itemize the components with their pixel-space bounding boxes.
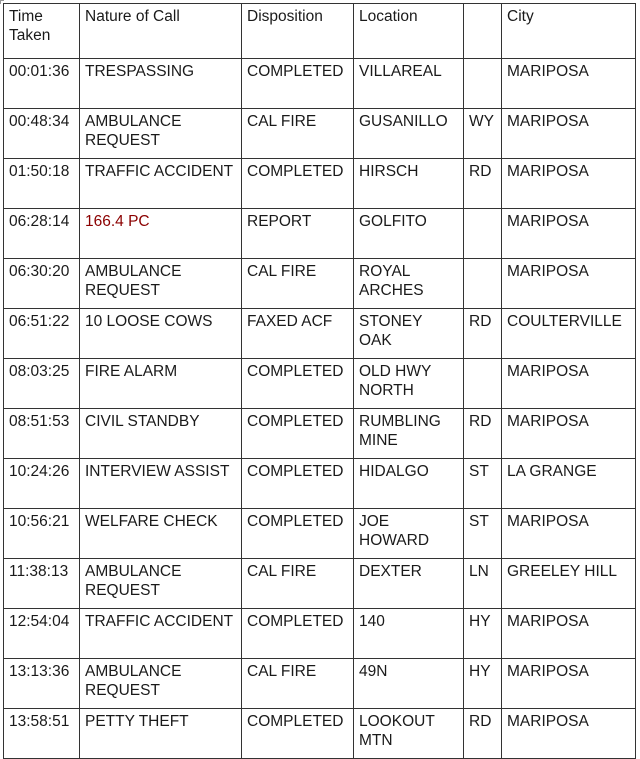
cell-location: LOOKOUT MTN [354, 709, 464, 759]
cell-street-suffix: RD [464, 159, 502, 209]
cell-city: MARIPOSA [502, 359, 636, 409]
cell-time-taken: 12:54:04 [4, 609, 80, 659]
cell-location: HIDALGO [354, 459, 464, 509]
table-header-row [4, 4, 636, 59]
cell-nature-of-call: AMBULANCE REQUEST [80, 259, 242, 309]
table-row [4, 409, 636, 459]
table-row [4, 709, 636, 759]
header-location: Location [354, 4, 464, 59]
cell-city: MARIPOSA [502, 659, 636, 709]
cell-street-suffix: WY [464, 109, 502, 159]
cell-disposition: COMPLETED [242, 409, 354, 459]
header-city: City [502, 4, 636, 59]
cell-location: HIRSCH [354, 159, 464, 209]
cell-location: DEXTER [354, 559, 464, 609]
table-row [4, 559, 636, 609]
cell-city: MARIPOSA [502, 709, 636, 759]
cell-time-taken: 13:13:36 [4, 659, 80, 709]
cell-nature-of-call: WELFARE CHECK [80, 509, 242, 559]
table-row [4, 159, 636, 209]
cell-nature-of-call: 10 LOOSE COWS [80, 309, 242, 359]
cell-city: LA GRANGE [502, 459, 636, 509]
cell-location: 140 [354, 609, 464, 659]
cell-disposition: REPORT [242, 209, 354, 259]
call-log-table [3, 3, 636, 759]
cell-time-taken: 10:24:26 [4, 459, 80, 509]
cell-disposition: CAL FIRE [242, 259, 354, 309]
cell-disposition: CAL FIRE [242, 109, 354, 159]
cell-nature-of-call: AMBULANCE REQUEST [80, 559, 242, 609]
cell-street-suffix: ST [464, 459, 502, 509]
table-row [4, 209, 636, 259]
table-row [4, 259, 636, 309]
cell-time-taken: 06:30:20 [4, 259, 80, 309]
cell-street-suffix: RD [464, 409, 502, 459]
cell-time-taken: 08:03:25 [4, 359, 80, 409]
cell-street-suffix: ST [464, 509, 502, 559]
cell-street-suffix [464, 259, 502, 309]
cell-disposition: COMPLETED [242, 459, 354, 509]
cell-disposition: COMPLETED [242, 159, 354, 209]
table-row [4, 309, 636, 359]
table-row [4, 659, 636, 709]
cell-street-suffix: LN [464, 559, 502, 609]
cell-location: VILLAREAL [354, 59, 464, 109]
cell-nature-of-call: TRESPASSING [80, 59, 242, 109]
cell-nature-of-call: 166.4 PC [80, 209, 242, 259]
table-row [4, 609, 636, 659]
cell-street-suffix [464, 209, 502, 259]
cell-time-taken: 06:28:14 [4, 209, 80, 259]
cell-city: MARIPOSA [502, 259, 636, 309]
cell-disposition: CAL FIRE [242, 559, 354, 609]
cell-city: MARIPOSA [502, 209, 636, 259]
cell-location: STONEY OAK [354, 309, 464, 359]
cell-nature-of-call: TRAFFIC ACCIDENT [80, 159, 242, 209]
cell-time-taken: 10:56:21 [4, 509, 80, 559]
cell-street-suffix: RD [464, 709, 502, 759]
cell-street-suffix: HY [464, 659, 502, 709]
cell-disposition: COMPLETED [242, 509, 354, 559]
cell-location: ROYAL ARCHES [354, 259, 464, 309]
cell-nature-of-call: AMBULANCE REQUEST [80, 109, 242, 159]
cell-location: JOE HOWARD [354, 509, 464, 559]
cell-time-taken: 08:51:53 [4, 409, 80, 459]
cell-nature-of-call: AMBULANCE REQUEST [80, 659, 242, 709]
cell-city: MARIPOSA [502, 109, 636, 159]
cell-time-taken: 13:58:51 [4, 709, 80, 759]
cell-nature-of-call: PETTY THEFT [80, 709, 242, 759]
cell-time-taken: 01:50:18 [4, 159, 80, 209]
cell-street-suffix [464, 59, 502, 109]
header-nature-of-call: Nature of Call [80, 4, 242, 59]
cell-nature-of-call: INTERVIEW ASSIST [80, 459, 242, 509]
cell-location: GUSANILLO [354, 109, 464, 159]
cell-street-suffix: HY [464, 609, 502, 659]
header-time-taken: Time Taken [4, 4, 80, 59]
cell-street-suffix: RD [464, 309, 502, 359]
cell-city: MARIPOSA [502, 509, 636, 559]
header-street-suffix [464, 4, 502, 59]
cell-disposition: CAL FIRE [242, 659, 354, 709]
cell-street-suffix [464, 359, 502, 409]
cell-city: MARIPOSA [502, 159, 636, 209]
table-body [4, 59, 636, 759]
cell-time-taken: 00:01:36 [4, 59, 80, 109]
cell-location: 49N [354, 659, 464, 709]
cell-location: GOLFITO [354, 209, 464, 259]
cell-disposition: FAXED ACF [242, 309, 354, 359]
cell-city: COULTERVILLE [502, 309, 636, 359]
table-row [4, 59, 636, 109]
cell-city: MARIPOSA [502, 409, 636, 459]
cell-nature-of-call: FIRE ALARM [80, 359, 242, 409]
table-row [4, 109, 636, 159]
cell-city: MARIPOSA [502, 59, 636, 109]
cell-time-taken: 00:48:34 [4, 109, 80, 159]
cell-location: OLD HWY NORTH [354, 359, 464, 409]
table-row [4, 509, 636, 559]
cell-disposition: COMPLETED [242, 609, 354, 659]
cell-disposition: COMPLETED [242, 59, 354, 109]
cell-disposition: COMPLETED [242, 709, 354, 759]
header-disposition: Disposition [242, 4, 354, 59]
table-row [4, 359, 636, 409]
cell-city: MARIPOSA [502, 609, 636, 659]
cell-location: RUMBLING MINE [354, 409, 464, 459]
cell-nature-of-call: TRAFFIC ACCIDENT [80, 609, 242, 659]
table-row [4, 459, 636, 509]
cell-time-taken: 06:51:22 [4, 309, 80, 359]
cell-nature-of-call: CIVIL STANDBY [80, 409, 242, 459]
cell-time-taken: 11:38:13 [4, 559, 80, 609]
cell-disposition: COMPLETED [242, 359, 354, 409]
cell-city: GREELEY HILL [502, 559, 636, 609]
